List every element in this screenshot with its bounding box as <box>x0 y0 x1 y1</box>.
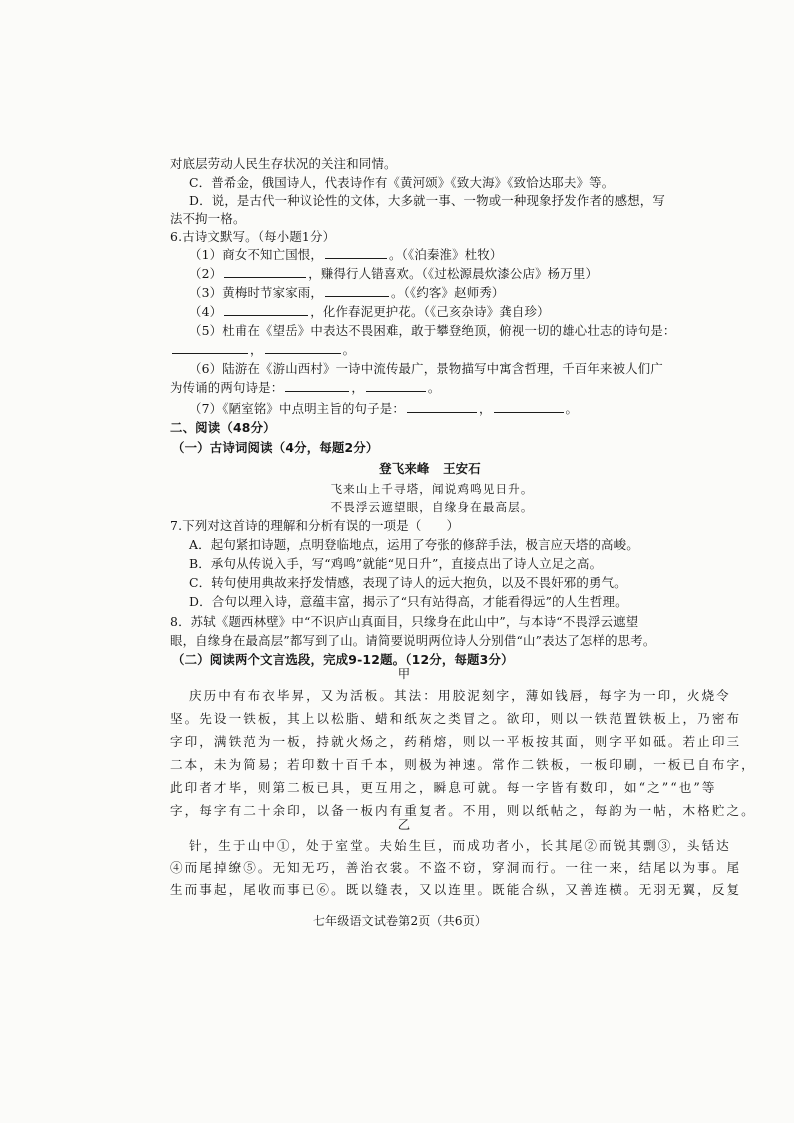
comma: ， <box>250 342 263 357</box>
q6-item-2-num: （2） <box>189 266 223 281</box>
q6-item-6-answer <box>170 380 441 396</box>
option-d: D．说，是古代一种议论性的文体，大多就一事、一物或一种现象抒发作者的感想，写 <box>189 193 665 208</box>
q6-item-5-answer <box>170 342 355 358</box>
poem-line-2: 不畏浮云遮望眼，自缘身在最高层。 <box>330 500 534 514</box>
passage-jia-label: 甲 <box>397 666 411 681</box>
passage-yi-label: 乙 <box>397 817 411 832</box>
passage-jia-line: 字，每字有二十余印，以备一板内有重复者。不用，则以纸帖之，每韵为一帖，木格贮之。 <box>170 803 756 818</box>
passage-jia-line: 字印，满铁范为一板，持就火炀之，药稍熔，则以一平板按其面，则字平如砥。若止印三 <box>170 734 742 749</box>
q8-line-2: 眼，自缘身在最高层”都写到了山。请简要说明两位诗人分别借“山”表达了怎样的思考。 <box>170 633 656 648</box>
subsection-2-title: （二）阅读两个文言选段，完成9-12题。（12分，每题3分） <box>172 652 514 667</box>
page-footer: 七年级语文试卷第2页（共6页） <box>312 914 488 928</box>
option-d-continued: 法不拘一格。 <box>170 211 246 226</box>
q6-title: 6.古诗文默写。（每小题1分） <box>170 229 336 244</box>
answer-blank[interactable] <box>224 266 306 278</box>
q7-option-b: B．承句从传说入手，写“鸡鸣”就能“见日升”，直接点出了诗人立足之高。 <box>189 556 603 571</box>
q6-item-6-text: 为传诵的两句诗是： <box>170 380 284 395</box>
q7-option-d: D．合句以理入诗，意蕴丰富，揭示了“只有站得高，才能看得远”的人生哲理。 <box>189 594 628 609</box>
q6-item-2-text: ，赚得行人错喜欢。（《过松源晨炊漆公店》杨万里） <box>308 266 599 281</box>
answer-blank[interactable] <box>366 380 426 392</box>
q6-item-3-text: （3）黄梅时节家家雨， <box>189 285 323 300</box>
answer-blank[interactable] <box>265 342 341 354</box>
passage-yi-line: 生而事起，尾收而事已⑥。既以缝表，又以连里。既能合纵，又善连横。无羽无翼，反复 <box>170 882 742 897</box>
q6-item-1-text: （1）商女不知亡国恨， <box>189 247 323 262</box>
poem-title: 登飞来峰 <box>379 461 430 476</box>
q6-item-1-source: 。（《泊秦淮》杜牧） <box>389 247 503 262</box>
q6-item-5: （5）杜甫在《望岳》中表达不畏困难，敢于攀登绝顶，俯视一切的雄心壮志的诗句是： <box>189 323 676 338</box>
comma: ， <box>351 380 364 395</box>
passage-jia-line: 庆历中有布衣毕昇，又为活板。其法：用胶泥刻字，薄如钱唇，每字为一印，火烧令 <box>189 688 731 703</box>
poem-author: 王安石 <box>443 461 481 476</box>
option-c: C．普希金，俄国诗人，代表诗作有《黄河颂》《致大海》《致恰达耶夫》等。 <box>189 175 615 190</box>
answer-blank[interactable] <box>494 401 564 413</box>
passage-yi-line: ④而尾掉缭⑤。无知无巧，善治衣裳。不盗不窃，穿洞而行。一往一来，结尾以为事。尾 <box>170 860 742 875</box>
answer-blank[interactable] <box>224 304 308 316</box>
passage-jia-line: 二本，未为简易；若印数十百千本，则极为神速。常作二铁板，一板印刷，一板已自布字， <box>170 757 756 772</box>
period: 。 <box>565 401 579 416</box>
q7-stem: 7.下列对这首诗的理解和分析有误的一项是（ ） <box>170 518 460 533</box>
answer-blank[interactable] <box>285 380 349 392</box>
q6-item-7 <box>189 401 578 417</box>
q6-item-4 <box>189 304 550 320</box>
q6-item-3 <box>189 285 505 301</box>
q6-item-4-text: ，化作春泥更护花。（《己亥杂诗》龚自珍） <box>310 304 550 319</box>
poem-line-1: 飞来山上千寻塔，闻说鸡鸣见日升。 <box>330 482 534 496</box>
period: 。 <box>342 342 356 357</box>
q6-item-3-source: 。（《约客》赵师秀） <box>391 285 505 300</box>
period: 。 <box>427 380 441 395</box>
answer-blank[interactable] <box>172 342 248 354</box>
passage-jia-line: 坚。先设一铁板，其上以松脂、蜡和纸灰之类冒之。欲印，则以一铁范置铁板上，乃密布 <box>170 711 742 726</box>
answer-blank[interactable] <box>325 247 387 259</box>
q7-option-c: C．转句使用典故来抒发情感，表现了诗人的远大抱负，以及不畏奸邪的勇气。 <box>189 575 627 590</box>
q6-item-1 <box>189 247 503 263</box>
passage-yi-line: 针，生于山中①，处于室堂。夫始生巨，而成功者小，长其尾②而锐其剽③，头铦达 <box>189 838 731 853</box>
subsection-1-title: （一）古诗词阅读（4分，每题2分） <box>172 440 379 455</box>
q6-item-7-text: （7）《陋室铭》中点明主旨的句子是： <box>189 401 405 416</box>
continued-line: 对底层劳动人民生存状况的关注和同情。 <box>170 156 397 171</box>
answer-blank[interactable] <box>407 401 477 413</box>
q6-item-2 <box>189 266 598 282</box>
comma: ， <box>478 401 492 416</box>
q7-option-a: A．起句紧扣诗题，点明登临地点，运用了夸张的修辞手法，极言应天塔的高峻。 <box>189 537 639 552</box>
section-2-title: 二、阅读（48分） <box>170 420 276 435</box>
poem-heading <box>0 461 794 477</box>
q6-item-4-num: （4） <box>189 304 223 319</box>
passage-jia-line: 此印者才毕，则第二板已具，更互用之，瞬息可就。每一字皆有数印，如“之”“也”等 <box>170 780 717 795</box>
answer-blank[interactable] <box>325 285 389 297</box>
q8-line-1: 8．苏轼《题西林壁》中“不识庐山真面目，只缘身在此山中”，与本诗“不畏浮云遮望 <box>170 614 639 629</box>
q6-item-6: （6）陆游在《游山西村》一诗中流传最广，景物描写中寓含哲理，千百年来被人们广 <box>189 361 663 376</box>
